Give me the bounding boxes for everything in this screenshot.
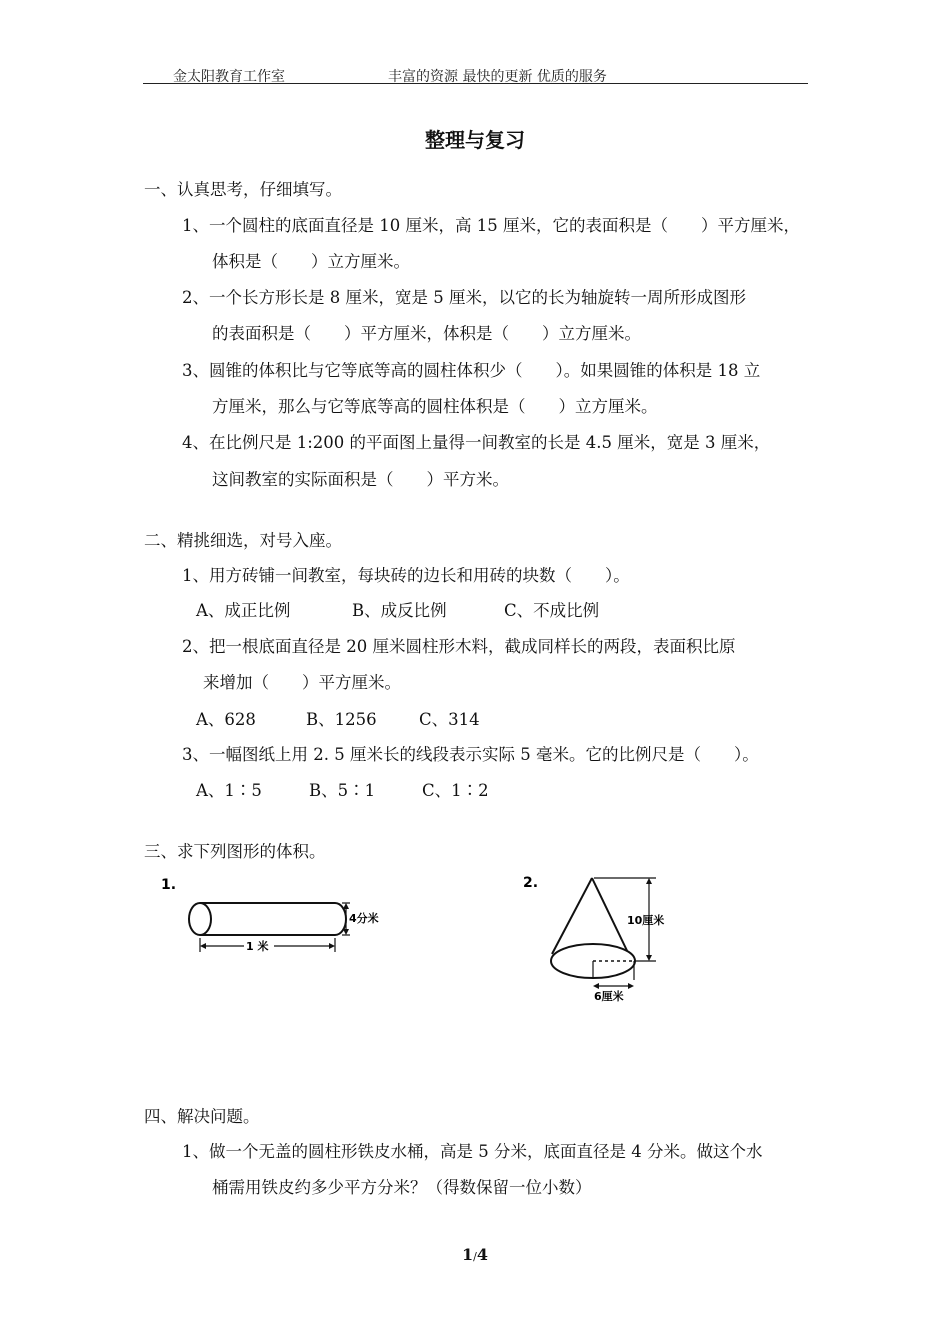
header-divider (143, 83, 808, 84)
section2-q1: 1、用方砖铺一间教室，每块砖的边长和用砖的块数（ ）。 (182, 566, 630, 585)
section2-q3-option-b: B、5∶1 (309, 781, 376, 800)
cone-figure-number: 2. (523, 875, 539, 891)
header-studio-name: 金太阳教育工作室 (173, 69, 285, 85)
section2-q3-option-c: C、1∶2 (422, 781, 489, 800)
section2-heading: 二、精挑细选，对号入座。 (144, 531, 342, 550)
page-total: 4 (476, 1245, 488, 1264)
section2-q2-option-a: A、628 (196, 710, 256, 729)
page-title: 整理与复习 (425, 128, 525, 152)
cone-figure (510, 868, 710, 1008)
page-current: 1 (462, 1245, 474, 1264)
section2-q2-line2: 来增加（ ）平方厘米。 (203, 673, 401, 692)
section2-q2-line1: 2、把一根底面直径是 20 厘米圆柱形木料，截成同样长的两段，表面积比原 (182, 637, 736, 656)
section1-q2-line1: 2、一个长方形长是 8 厘米，宽是 5 厘米，以它的长为轴旋转一周所形成图形 (182, 288, 746, 307)
section2-q1-option-b: B、成反比例 (352, 601, 447, 620)
section1-q3-line2: 方厘米，那么与它等底等高的圆柱体积是（ ）立方厘米。 (212, 397, 658, 416)
cylinder-figure-number: 1. (161, 877, 177, 893)
page-separator: / (473, 1250, 477, 1263)
section2-q3: 3、一幅图纸上用 2. 5 厘米长的线段表示实际 5 毫米。它的比例尺是（ ）。 (182, 745, 759, 764)
page-number (0, 1245, 950, 1264)
section2-q3-option-a: A、1∶5 (196, 781, 262, 800)
section4-heading: 四、解决问题。 (144, 1107, 260, 1126)
section3-heading: 三、求下列图形的体积。 (144, 842, 326, 861)
section2-q2-option-c: C、314 (419, 710, 480, 729)
section4-q1-line2: 桶需用铁皮约多少平方分米？（得数保留一位小数） (212, 1178, 592, 1197)
cylinder-length-label: 1 米 (246, 940, 269, 953)
section2-q2-option-b: B、1256 (306, 710, 377, 729)
section4-q1-line1: 1、做一个无盖的圆柱形铁皮水桶，高是 5 分米，底面直径是 4 分米。做这个水 (182, 1142, 763, 1161)
section1-q4-line2: 这间教室的实际面积是（ ）平方米。 (212, 470, 509, 489)
cylinder-height-label: 4分米 (349, 912, 379, 925)
section1-q3-line1: 3、圆锥的体积比与它等底等高的圆柱体积少（ ）。如果圆锥的体积是 18 立 (182, 361, 761, 380)
section1-q4-line1: 4、在比例尺是 1:200 的平面图上量得一间教室的长是 4.5 厘米，宽是 3 厘米， (182, 433, 771, 452)
cone-height-label: 10厘米 (627, 914, 665, 927)
cone-radius-label: 6厘米 (594, 990, 624, 1003)
section2-q1-option-c: C、不成比例 (504, 601, 600, 620)
section2-q1-option-a: A、成正比例 (196, 601, 291, 620)
header-slogan: 丰富的资源 最快的更新 优质的服务 (388, 69, 607, 85)
section1-q1-line2: 体积是（ ）立方厘米。 (212, 252, 410, 271)
section1-q2-line2: 的表面积是（ ）平方厘米，体积是（ ）立方厘米。 (212, 324, 641, 343)
section1-q1-line1: 1、一个圆柱的底面直径是 10 厘米，高 15 厘米，它的表面积是（ ）平方厘米， (182, 216, 800, 235)
cylinder-figure (150, 868, 410, 963)
section1-heading: 一、认真思考，仔细填写。 (144, 180, 342, 199)
